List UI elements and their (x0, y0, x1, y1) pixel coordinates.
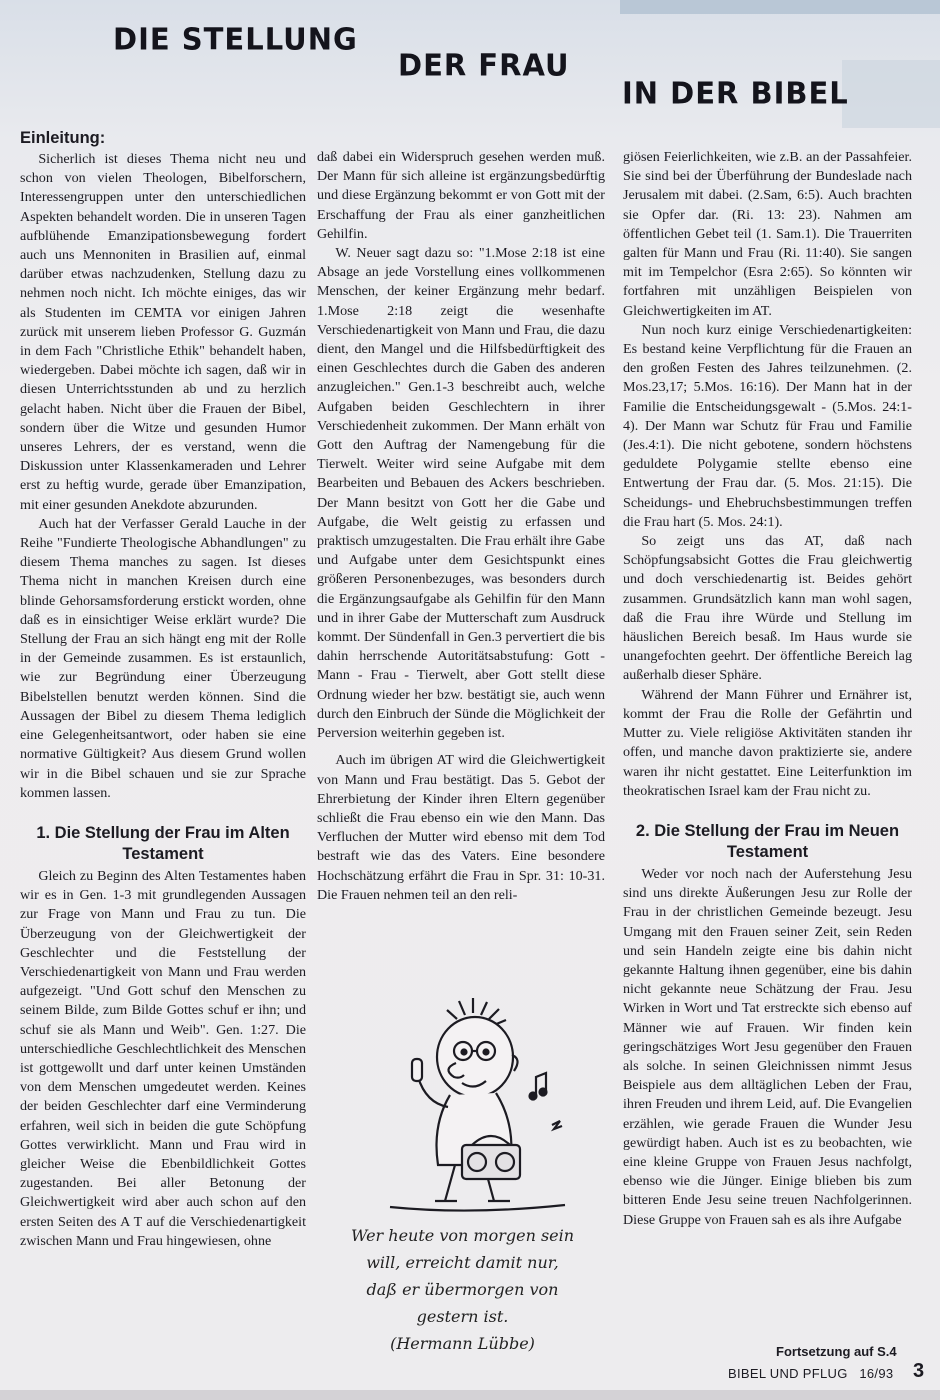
section-1-paragraph-5: giösen Feierlichkeiten, wie z.B. an der Passahfeier. Sie sind bei der Überführung der Bundeslade nach Jerusalem mit dabei. (2.Sam, 6:5). Auch brachten sie Opfer dar. (Ri. 13: 23). Nahmen am öffentlichen Gebet teil (1. Sam.1). Die Trauerriten galten für Mann und Frau (Ri. 11:40). Sie sangen mit im Tempelchor (Esra 2:65). So könnten wir fortfahren mit unzähligen Beispielen von Gleichwertigkeiten im AT. (623, 149, 912, 319)
column-1 (20, 128, 306, 1251)
column-2 (317, 148, 605, 905)
quote-line-1: Wer heute von morgen sein (350, 1226, 575, 1245)
magazine-name: BIBEL UND PFLUG (728, 1366, 848, 1381)
cartoon-illustration (360, 995, 590, 1220)
section-1-paragraph-4: Auch im übrigen AT wird die Gleichwertigkeit von Mann und Frau bestätigt. Das 5. Gebot der Ehrerbietung der Kinder ihren Eltern gegenüber schließt die Frau ebenso ein wie den Mann. Das Verfluchen der Mutter wird ebenso mit dem Tod bestraft wie das des Vaters. Eine besondere Hochschätzung erfährt die Frau in Spr. 31: 10-31. Die Frauen nehmen teil an den reli- (317, 752, 605, 903)
section-1-paragraph-7: So zeigt uns das AT, daß nach Schöpfungsabsicht Gottes die Frau gleichwertig und doch verschiedenartig ist. Beides gehört zusammen. Grundsätzlich kann man wohl sagen, daß die Frau ihre Würde und Stellung im häuslichen Bereich besaß. Im Haus wurde sie unangefochten geehrt. Der öffentliche Bereich lag außerhalb dieser Sphäre. (623, 533, 912, 684)
section-1-paragraph-8: Während der Mann Führer und Ernährer ist, kommt der Frau die Rolle der Gefährtin und Mutter zu. Viele religiöse Aktivitäten standen ihr offen, und manche davon praktizierte sie, andere waren ihr nicht gestattet. Eine Leiterfunktion im theokratischen Israel kam der Frau nicht zu. (623, 686, 912, 799)
section-1-heading: 1. Die Stellung der Frau im Alten Testament (36, 823, 290, 863)
intro-paragraph-1: Sicherlich ist dieses Thema nicht neu und schon von vielen Theologen, Bibelforschern, Interessengruppen unter den unterschiedlichen Aspekten behandelt worden. Die in unseren Tagen aufblühende Emanzipationsbewegung fordert auch uns Mennoniten in Brasilien auf, einmal darüber etwas nachzudenken, Stellung dazu zu nehmen noch nicht. Ich möchte einiges, das wir als Studenten im CEMTA vor einigen Jahren zurück mit unserem lieben Professor G. Guzmán in dem Fach "Christliche Ethik" behandelt haben, wiedergeben. Dabei möchte ich sagen, daß wir in diesen Unterrichtsstunden ab und zu herzlich gelacht haben. Nicht über die Frauen der Bibel, sondern über die Witze und gesunden Humor unseres Lehrers, der es verstand, wenn die Diskussion unter Klassenkameraden und Lehrer erst zu heftig wurde, gerade über Emanzipation, mit einer gesunden Anekdote abzurunden. (20, 151, 306, 513)
headline-line-1: DIE STELLUNG (113, 21, 358, 57)
section-1-paragraph-2: daß dabei ein Widerspruch gesehen werden muß. Der Mann für sich alleine ist ergänzungsbedürftig und diese Ergänzung bekommt er von Gott mit der Erschaffung der Frau als einer ganzheitlichen Gehilfin. (317, 149, 605, 242)
section-2-paragraph-1: Weder vor noch nach der Auferstehung Jesu sind uns direkte Äußerungen Jesu zur Rolle der Frau in der christlichen Gemeinde bezeugt. Jesu Umgang mit den Frauen seiner Zeit, sein Reden und sein Handeln zeigte eine bis dahin nicht gekannte Haltung ihnen gegenüber, eine bis dahin nicht gekannte neue Schätzung der Frau. Jesu Wirken in Wort und Tat erstreckte sich ebenso auf Männer wie auf Frauen. Wir finden kein geringschätziges Wort Jesu gegenüber den Frauen als solche. In seinen Gleichnissen nimmt Jesus Beispiele aus dem alltäglichen Leben der Frau, ihren Freuden und ihrem Leid, auf. Die Evangelien erzählen, wie gerade Frauen die Wunder Jesu gewürdigt haben. Auch ist es zu beobachten, wie eine kleine Gruppe von Frauen Jesus nachfolgt, ebenso wie die Jünger. Einige blieben bis zum bitteren Ende Jesu seine treuen Nachfolgerinnen. Diese Gruppe von Frauen sah es als ihre Aufgabe (623, 865, 912, 1228)
top-color-strip (620, 0, 940, 14)
quote-line-3: daß er übermorgen von (366, 1280, 559, 1299)
intro-paragraph-2: Auch hat der Verfasser Gerald Lauche in der Reihe "Fundierte Theologische Abhandlungen" zu diesem Thema manches zu sagen. Ist dieses Thema nicht in manchen Kreisen durch eine blinde Gehorsamsforderung erstickt worden, ohne daß es in einsichtiger Weise erklärt wurde? Die Stellung der Frau an sich hängt eng mit der Rolle in der Gemeinde zusammen. Es ist erstaunlich, wie zur Begründung einer Überzeugung Bibelstellen benutzt werden können. Sind die Aussagen der Bibel zu diesem Thema lediglich eine Gelegenheitsantwort, oder haben sie eine normative Gültigkeit? Aus diesem Grund wollen wir in die Bibel schauen und sie zur Sprache kommen lassen. (20, 515, 306, 801)
section-1-paragraph-6: Nun noch kurz einige Verschiedenartigkeiten: Es bestand keine Verpflichtung für die Frauen an den großen Festen des Jahres teilzunehmen. (2. Mos.23,17; 5.Mos. 16:16). Der Mann hat in der Familie die Entscheidungsgewalt - (5.Mos. 24:1-4). Der Mann war Schutz für Frau und Familie (Jes.4:1). Die nicht gebotene, sondern höchstens geduldete Polygamie stellte ebenso eine Entwertung der Frau dar. (5. Mos. 21:15). Die Scheidungs- und Ehebruchsbestimmungen treffen die Frau hart (5. Mos. 24:1). (623, 321, 912, 530)
bottom-band (0, 1390, 940, 1400)
quote-line-2: will, erreicht damit nur, (366, 1253, 559, 1272)
footer-magazine (728, 1366, 893, 1381)
bleed-through-background (842, 60, 940, 128)
section-1-paragraph-1: Gleich zu Beginn des Alten Testamentes haben wir es in Gen. 1-3 mit grundlegenden Aussagen zur Frage von Mann und Frau zu tun. Die Überzeugung von der Gleichwertigkeit der Geschlechter und die Feststellung der Verschiedenartigkeit von Mann und Frau werden aufgezeigt. "Und Gott schuf den Menschen zu seinem Bilde, zum Bilde Gottes schuf er ihn; und schuf sie als Mann und Weib". Gen. 1:27. Die unterschiedliche Geschlechtlichkeit des Menschen ist gottgewollt und darf unter keinen Umständen von dem Menschen umgedeutet werden. Keines der beiden Geschlechter darf eine Verminderung erfahren, weil sich in beiden die gute Schöpfung Gottes verwirklicht. Mann und Frau wird in gleicher Weise die Ebenbildlichkeit Gottes zugestanden. Bei aller Betonung der Gleichwertigkeit wird aber auch schon auf den ersten Seiten des A T auf die Verschiedenartigkeit zwischen Mann und Frau hingewiesen, ohne (20, 867, 306, 1249)
column-3 (623, 148, 912, 1230)
section-2-heading: 2. Die Stellung der Frau im Neuen Testament (635, 821, 900, 861)
headline-line-3: IN DER BIBEL (622, 75, 849, 111)
quote-block (330, 1222, 595, 1357)
headline-line-2: DER FRAU (398, 47, 570, 83)
page-number: 3 (913, 1360, 925, 1382)
intro-heading: Einleitung: (20, 129, 106, 147)
continuation-note: Fortsetzung auf S.4 (776, 1344, 897, 1359)
quote-line-4: gestern ist. (416, 1307, 509, 1326)
quote-author: (Hermann Lübbe) (390, 1334, 535, 1353)
issue-number: 16/93 (859, 1366, 894, 1381)
section-1-paragraph-3: W. Neuer sagt dazu so: "1.Mose 2:18 ist eine Absage an jede Vorstellung eines vollkommenen Menschen, der keiner Ergänzung mehr bedarf. 1.Mose 2:18 zeigt die wesenhafte Verschiedenartigkeit von Mann und Frau, die dazu dient, den Mangel und die Hilfsbedürftigkeit des einen Geschlechtes durch die Gaben des anderen anzugleichen." Gen.1-3 beschreibt auch, welche Aufgaben beiden Geschlechtern in ihrer Verschiedenheit zukommen. Der Mann erhält von Gott den Auftrag der Namengebung für die Tierwelt. Weiter wird seine Aufgabe mit dem Bearbeiten und Bebauen des Ackers beschrieben. Der Mann besitzt von Gott her die Gabe und Aufgabe, die Welt geistig zu erfassen und praktisch umzugestalten. Die Frau erhält ihre Gabe und Aufgabe unter dem Gesichtspunkt eines größeren Personenbezuges, was besonders durch die Ergänzungsaufgabe als Gehilfin für den Mann und in ihrer Gabe der Mutterschaft zum Ausdruck kommt. Der Sündenfall in Gen.3 pervertiert die bis dahin herrschende Autoritätsabstufung: Gott - Mann - Frau - Tierwelt, aber Gott stellt diese Ordnung wieder her bzw. bestätigt sie, auch wenn durch den Einbruch der Sünde die Möglichkeit der Perversion weiterhin gegeben ist. (317, 245, 605, 742)
